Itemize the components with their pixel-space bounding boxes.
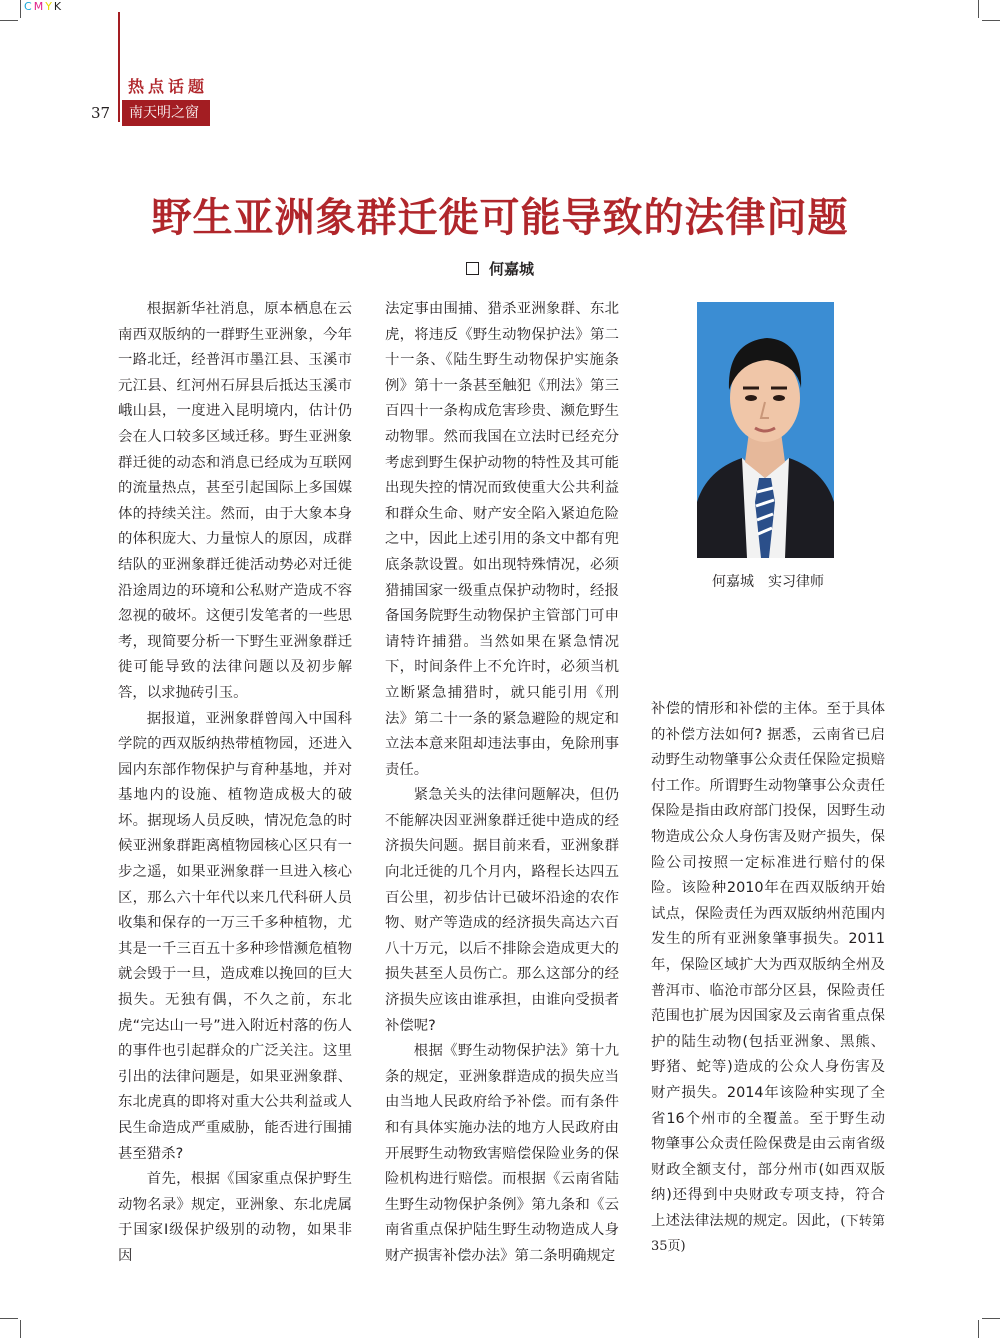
text-column-2 bbox=[385, 297, 619, 1270]
byline bbox=[0, 258, 1000, 279]
paragraph: 根据新华社消息，原本栖息在云南西双版纳的一群野生亚洲象，今年一路北迁，经普洱市墨江县、玉溪市元江县、红河州石屏县后抵达玉溪市峨山县，一度进入昆明境内，估计仍会在人口较多区域迁移。野生亚洲象群迁徙的动态和消息已经成为互联网的流量热点，甚至引起国际上多国媒体的持续关注。然而，由于大象本身的体积庞大、力量惊人的原因，成群结队的亚洲象群迁徙活动势必对迁徙沿途周边的环境和公私财产造成不容忽视的破坏。这便引发笔者的一些思考，现简要分析一下野生亚洲象群迁徙可能导致的法律问题以及初步解答，以求抛砖引玉。 bbox=[118, 301, 352, 701]
crop-mark bbox=[20, 0, 21, 18]
text-column-3 bbox=[651, 697, 885, 1260]
crop-mark bbox=[982, 1318, 1000, 1319]
photo-caption: 何嘉城 实习律师 bbox=[712, 574, 824, 590]
author-photo bbox=[697, 302, 834, 558]
article-title: 野生亚洲象群迁徙可能导致的法律问题 bbox=[151, 195, 849, 241]
crop-mark bbox=[978, 0, 979, 18]
continued-note: (下转第35页) bbox=[651, 1213, 885, 1255]
text-column-1 bbox=[118, 297, 352, 1270]
paragraph: 紧急关头的法律问题解决，但仍不能解决因亚洲象群迁徙中造成的经济损失问题。据目前来看，亚洲象群向北迁徙的几个月内，路程长达四五百公里，初步估计已破坏沿途的农作物、财产等造成的经济损失高达六百八十万元，以后不排除会造成更大的损失甚至人员伤亡。那么这部分的经济损失应该由谁承担，由谁向受损者补偿呢? bbox=[385, 787, 619, 1034]
author-name: 何嘉城 bbox=[488, 260, 534, 278]
header-rule bbox=[118, 12, 120, 122]
crop-mark bbox=[978, 1320, 979, 1338]
crop-mark bbox=[20, 1320, 21, 1338]
byline-box-icon bbox=[466, 262, 479, 275]
paragraph: 法定事由围捕、猎杀亚洲象群、东北虎，将违反《野生动物保护法》第二十一条、《陆生野生动物保护实施条例》第十一条甚至触犯《刑法》第三百四十一条构成危害珍贵、濒危野生动物罪。然而我国在立法时已经充分考虑到野生保护动物的特性及其可能出现失控的情况而致使重大公共利益和群众生命、财产安全陷入紧迫危险之中，因此上述引用的条文中都有兜底条款设置。如出现特殊情况，必须猎捕国家一级重点保护动物时，经报备国务院野生动物保护主管部门可申请特许捕猎。当然如果在紧急情况下，时间条件上不允许时，必须当机立断紧急捕猎时，就只能引用《刑法》第二十一条的紧急避险的规定和立法本意来阻却违法事由，免除刑事责任。 bbox=[385, 301, 619, 778]
section-heading: 热点话题 bbox=[128, 77, 209, 96]
paragraph: 根据《野生动物保护法》第十九条的规定，亚洲象群造成的损失应当由当地人民政府给予补偿。而有条件和有具体实施办法的地方人民政府由开展野生动物致害赔偿保险业务的保险机构进行赔偿。而根据《云南省陆生野生动物保护条例》第九条和《云南省重点保护陆生野生动物造成人身财产损害补偿办法》第二条明确规定 bbox=[385, 1043, 619, 1264]
paragraph bbox=[651, 697, 885, 1260]
portrait-illustration bbox=[697, 302, 834, 558]
crop-mark bbox=[982, 20, 1000, 21]
color-registration-mark: CMYK bbox=[24, 0, 64, 13]
paragraph: 据报道，亚洲象群曾闯入中国科学院的西双版纳热带植物园，还进入园内东部作物保护与育种基地，并对基地内的设施、植物造成极大的破坏。据现场人员反映，情况危急的时候亚洲象群距离植物园核心区只有一步之遥，如果亚洲象群一旦进入核心区，那么六十年代以来几代科研人员收集和保存的一万三千多种植物，尤其是一千三百五十多种珍惜濒危植物就会毁于一旦，造成难以挽回的巨大损失。无独有偶，不久之前，东北虎“完达山一号”进入附近村落的伤人的事件也引起群众的广泛关注。这里引出的法律问题是，如果亚洲象群、东北虎真的即将对重大公共利益或人民生命造成严重威胁，能否进行围捕甚至猎杀? bbox=[118, 710, 352, 1162]
crop-mark bbox=[0, 20, 18, 21]
section-tag: 南天明之窗 bbox=[122, 100, 210, 126]
page-number: 37 bbox=[91, 104, 111, 122]
crop-mark bbox=[0, 1318, 18, 1319]
paragraph-text: 补偿的情形和补偿的主体。至于具体的补偿方法如何? 据悉，云南省已启动野生动物肇事公众责任保险定损赔付工作。所谓野生动物肇事公众责任保险是指由政府部门投保，因野生动物造成公众人身伤害及财产损失，保险公司按照一定标准进行赔付的保险。该险种2010年在西双版纳开始试点，保险责任为西双版纳州范围内发生的所有亚洲象肇事损失。2011年，保险区域扩大为西双版纳全州及普洱市、临沧市部分区县，保险责任范围也扩展为因国家及云南省重点保护的陆生动物(包括亚洲象、黑熊、野猪、蛇等)造成的公众人身伤害及财产损失。2014年该险种实现了全省16个州市的全覆盖。至于野生动物肇事公众责任险保费是由云南省级财政全额支付，部分州市(如西双版纳)还得到中央财政专项支持，符合上述法律法规的规定。因此， bbox=[651, 701, 885, 1229]
paragraph: 首先，根据《国家重点保护野生动物名录》规定，亚洲象、东北虎属于国家I级保护级别的动物，如果非因 bbox=[118, 1171, 352, 1264]
